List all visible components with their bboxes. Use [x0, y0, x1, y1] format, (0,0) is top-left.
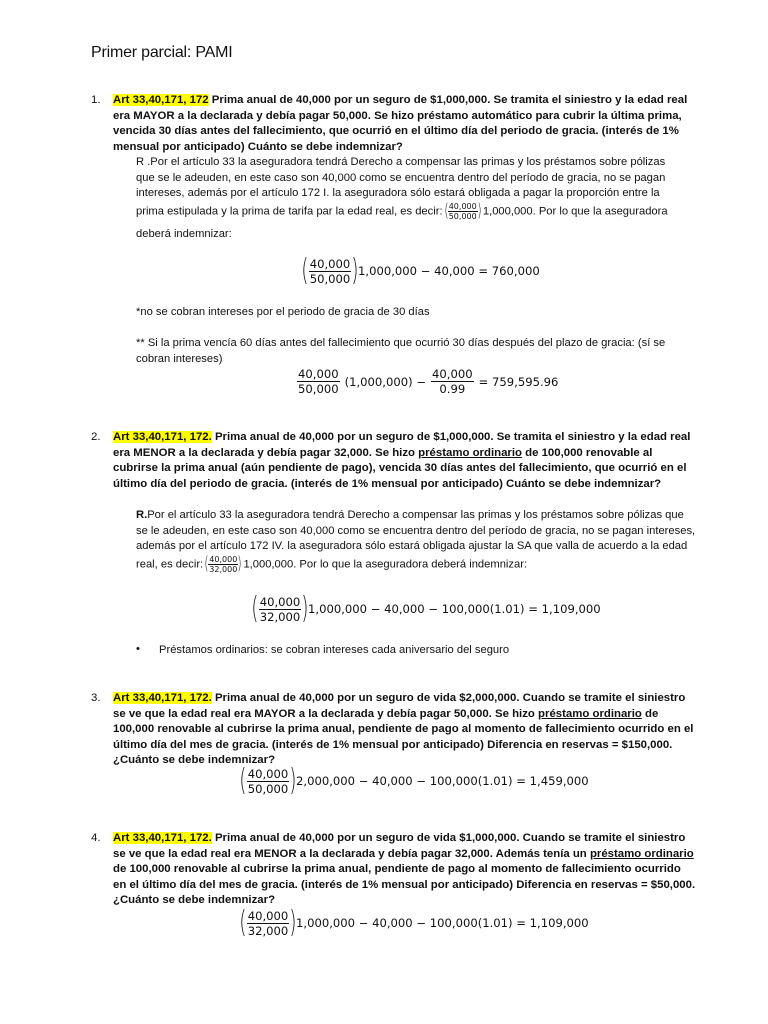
- underlined-term: préstamo ordinario: [589, 847, 694, 860]
- question-number: 1.: [91, 94, 101, 106]
- equation-5: ( $\frac{40,000}{32,000}$ ) 1,000,000 − 40,000 − 100,000(1.01) = 1,109,000: [239, 905, 589, 940]
- equation-1: ( $\frac{40,000}{50,000}$ ) 1,000,000 − 40,000 = 760,000: [301, 253, 540, 288]
- underlined-term: préstamo ordinario: [538, 707, 642, 720]
- article-highlight: Art 33,40,171, 172.: [113, 832, 212, 844]
- question-text: Art 33,40,171, 172. Prima anual de 40,000 por un seguro de $1,000,000. Se tramita el siniestro y la edad real era MENOR a la declarada y debía pagar 32,000. Se hizo préstamo ordinario de 100,000 renovable al cubrirse la prima anual (aún pendiente de pago), vencida 30 días antes del fallecimiento, que ocurrió en el último día del periodo de gracia. (interés de 1% mensual por anticipado) Cuánto se debe indemnizar?: [113, 431, 691, 490]
- question-text: Art 33,40,171, 172. Prima anual de 40,000 por un seguro de vida $2,000,000. Cuando se tramite el siniestro se ve que la edad real era MAYOR a la declarada y debía pagar 50,000. Se hizo préstamo ordinario de 100,000 renovable al cubrirse la prima anual, pendiente de pago al momento de fallecimiento ocurrido en el último día del mes de gracia. (interés de 1% mensual por anticipado) Diferencia en reservas = $150,000. ¿Cuánto se debe indemnizar?: [113, 692, 694, 767]
- question-number: 4.: [91, 832, 101, 844]
- underlined-term: préstamo ordinario: [418, 446, 522, 459]
- question-number: 3.: [91, 692, 101, 704]
- answer-text-cont: 1,000,000. Por lo que la aseguradora deberá indemnizar:: [243, 558, 528, 571]
- page-title: Primer parcial: PAMI: [91, 44, 233, 61]
- question-body: Prima anual de 40,000 por un seguro de $1,000,000. Se tramita el siniestro y la edad real era MAYOR a la declarada y debía pagar 50,000. Se hizo préstamo automático para cubrir la última prima, vencida 30 días antes del fallecimiento, que ocurrió en el último día del periodo de gracia. (interés de 1% mensual por anticipado) Cuánto se debe indemnizar?: [113, 94, 688, 153]
- question-text: [113, 93, 696, 155]
- inline-fraction: ( $\frac{40,000}{50,000}$ ): [444, 200, 482, 222]
- question-number: 2.: [91, 431, 101, 443]
- inline-fraction: ( $\frac{40,000}{32,000}$ ): [204, 553, 242, 575]
- equation-4: ( $\frac{40,000}{50,000}$ ) 2,000,000 − 40,000 − 100,000(1.01) = 1,459,000: [239, 763, 589, 798]
- equation-3: ( $\frac{40,000}{32,000}$ ) 1,000,000 − 40,000 − 100,000(1.01) = 1,109,000: [251, 591, 601, 626]
- question-text: Art 33,40,171, 172. Prima anual de 40,000 por un seguro de vida $1,000,000. Cuando se tramite el siniestro se ve que la edad real era MENOR a la declarada y debía pagar 32,000. Además tenía un préstamo ordinario de 100,000 renovable al cubrirse la prima anual, pendiente de pago al momento de fallecimiento ocurrido en el último día del mes de gracia. (interés de 1% mensual por anticipado) Diferencia en reservas = $50,000. ¿Cuánto se debe indemnizar?: [113, 832, 696, 907]
- equation-2: $\frac{40,000}{50,000}$ (1,000,000) − $\frac{40,000}{0.99}$ = 759,595.96: [298, 367, 559, 396]
- article-highlight: Art 33,40,171, 172.: [113, 692, 212, 704]
- answer-text-end: deberá indemnizar:: [136, 227, 232, 240]
- answer-text-cont: 1,000,000. Por lo que la aseguradora: [482, 205, 668, 218]
- answer-1: [136, 155, 684, 242]
- article-highlight: Art 33,40,171, 172.: [113, 431, 212, 443]
- bullet-dot: •: [136, 643, 140, 655]
- answer-text: R .Por el artículo 33 la aseguradora tendrá Derecho a compensar las primas y los préstamos sobre pólizas que se le adeuden, en este caso son 40,000 como se encuentra dentro del período de gracia, no se pagan intereses, además por el artículo 172 I. la aseguradora sólo estará obligada a pagar la proporción entre la prima estipulada y la prima de tarifa par la edad real, es decir:: [136, 156, 666, 218]
- note-1: *no se cobran intereses por el periodo de gracia de 30 días: [136, 306, 430, 318]
- answer-2: R.Por el artículo 33 la aseguradora tendrá Derecho a compensar las primas y los préstamos sobre pólizas que se le adeuden, en este caso son 40,000 como se encuentra dentro del período de gracia, no se pagan intereses, además por el artículo 172 IV. la aseguradora sólo estará obligada ajustar la SA que valla de acuerdo a la edad real, es decir: ( $\frac{40,000}{32,000}$ ) 1,000,000. Por lo que la aseguradora deberá indemnizar:: [136, 509, 696, 575]
- article-highlight: Art 33,40,171, 172: [113, 94, 209, 106]
- bullet-text: Préstamos ordinarios: se cobran intereses cada aniversario del seguro: [159, 644, 510, 656]
- note-2: ** Si la prima vencía 60 días antes del fallecimiento que ocurrió 30 días después del plazo de gracia: (sí se cobran intereses): [136, 337, 666, 365]
- answer-text: Por el artículo 33 la aseguradora tendrá Derecho a compensar las primas y los préstamos sobre pólizas que se le adeuden, en este caso son 40,000 como se encuentra dentro del período de gracia, no se pagan intereses, además por el artículo 172 IV. la aseguradora sólo estará obligada ajustar la SA que valla de acuerdo a la edad real, es decir:: [136, 509, 696, 571]
